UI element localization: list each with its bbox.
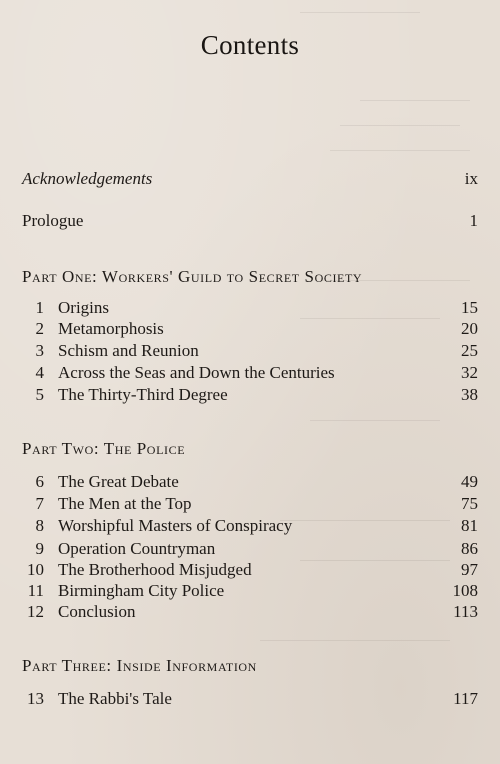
entry-page-number: 97 (461, 560, 478, 579)
chapter-title: Worshipful Masters of Conspiracy (58, 516, 293, 535)
chapter-number: 13 (27, 689, 44, 708)
chapter-number: 8 (35, 516, 44, 535)
toc-entry-chapter (22, 538, 478, 560)
chapter-title: The Thirty-Third Degree (58, 385, 228, 404)
toc-entry-chapter (22, 318, 478, 340)
entry-page-number: 15 (461, 298, 478, 317)
chapter-title: The Great Debate (58, 472, 179, 491)
toc-entry-chapter (22, 601, 478, 623)
chapter-number: 7 (35, 494, 44, 513)
entry-page-number: 108 (452, 581, 478, 600)
chapter-number: 12 (27, 602, 44, 621)
toc-entry-chapter (22, 688, 478, 710)
toc-entry-chapter (22, 559, 478, 581)
entry-page-number: 86 (461, 539, 478, 558)
chapter-title: Origins (58, 298, 109, 317)
toc-entry-chapter (22, 340, 478, 362)
chapter-title: The Rabbi's Tale (58, 689, 172, 708)
chapter-number: 1 (35, 298, 44, 317)
toc-entry-prologue (22, 210, 478, 232)
chapter-number: 2 (35, 319, 44, 338)
toc-entry-acknowledgements (22, 168, 478, 190)
toc-entry-chapter (22, 362, 478, 384)
part-heading-three: Part Three: Inside Information (22, 656, 257, 675)
entry-title: Acknowledgements (22, 169, 153, 188)
entry-page-number: 117 (453, 689, 478, 708)
chapter-number: 11 (27, 581, 44, 600)
chapter-title: Birmingham City Police (58, 581, 225, 600)
chapter-title: Conclusion (58, 602, 136, 621)
chapter-title: Metamorphosis (58, 319, 164, 338)
chapter-number: 6 (35, 472, 44, 491)
chapter-number: 4 (35, 363, 44, 382)
chapter-number: 9 (35, 539, 44, 558)
toc-entry-chapter (22, 493, 478, 515)
chapter-title: Across the Seas and Down the Centuries (58, 363, 335, 382)
toc-entry-chapter (22, 515, 478, 537)
toc-entry-chapter (22, 384, 478, 406)
chapter-title: The Men at the Top (58, 494, 192, 513)
chapter-number: 10 (27, 560, 44, 579)
chapter-title: Schism and Reunion (58, 341, 199, 360)
part-heading-two: Part Two: The Police (22, 439, 186, 458)
chapter-title: Operation Countryman (58, 539, 216, 558)
entry-page-number: 25 (461, 341, 478, 360)
chapter-number: 5 (35, 385, 44, 404)
entry-page-number: 38 (461, 385, 478, 404)
entry-page-number: 49 (461, 472, 478, 491)
entry-title: Prologue (22, 211, 84, 230)
toc-entry-chapter (22, 471, 478, 493)
entry-page-number: ix (464, 169, 478, 188)
part-heading-one: Part One: Workers' Guild to Secret Society (22, 267, 363, 286)
entry-page-number: 20 (461, 319, 478, 338)
page-title: Contents (200, 30, 300, 60)
toc-entry-chapter (22, 580, 478, 602)
entry-page-number: 113 (453, 602, 478, 621)
toc-entry-chapter (22, 297, 478, 319)
chapter-number: 3 (35, 341, 44, 360)
entry-page-number: 32 (461, 363, 478, 382)
entry-page-number: 1 (469, 211, 478, 230)
entry-page-number: 81 (461, 516, 478, 535)
entry-page-number: 75 (461, 494, 478, 513)
chapter-title: The Brotherhood Misjudged (58, 560, 252, 579)
